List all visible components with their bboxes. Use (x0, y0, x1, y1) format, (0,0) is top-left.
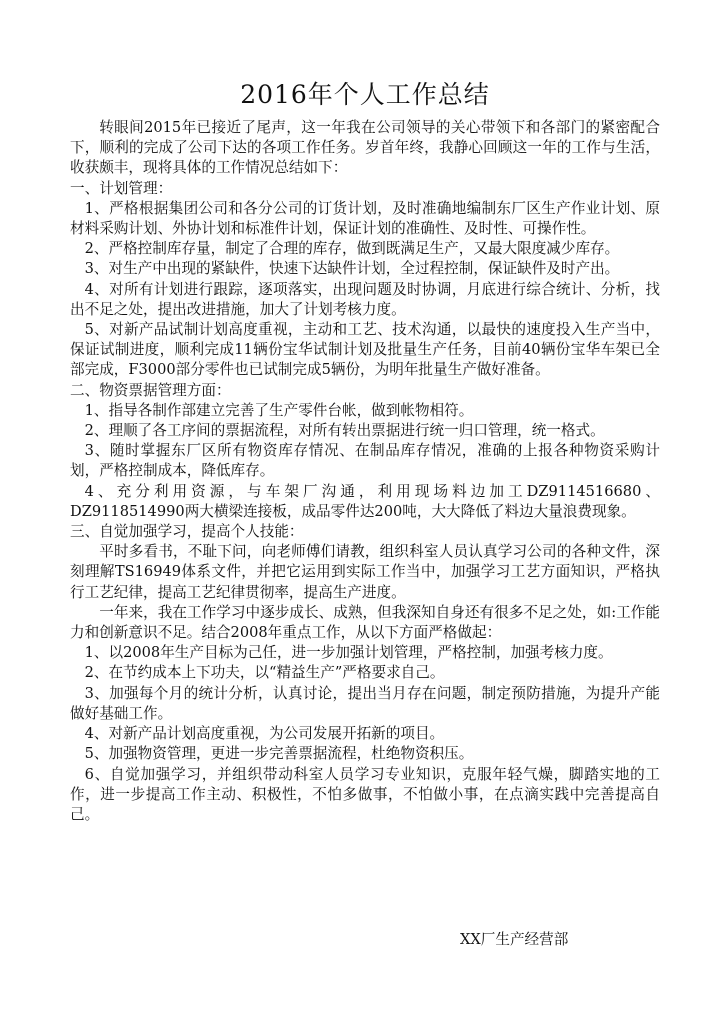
section2-item-4: 4、充分利用资源，与车架厂沟通，利用现场料边加工DZ9114516680、DZ9118514990两大横梁连接板，成品零件达200吨，大大降低了料边大量浪费现象。 (70, 482, 660, 520)
intro-paragraph: 转眼间2015年已接近了尾声，这一年我在公司领导的关心带领下和各部门的紧密配合下，顺利的完成了公司下达的各项工作任务。岁首年终，我静心回顾这一年的工作与生活，收获颇丰，现将具体的工作情况总结如下： (70, 119, 660, 177)
section1-item-3: 3、对生产中出现的紧缺件，快速下达缺件计划，全过程控制，保证缺件及时产出。 (84, 260, 620, 278)
section1-item-4: 4、对所有计划进行跟踪，逐项落实，出现问题及时协调，月底进行综合统计、分析，找出不足之处，提出改进措施，加大了计划考核力度。 (70, 280, 660, 318)
section2-item-2: 2、理顺了各工序间的票据流程，对所有转出票据进行统一归口管理，统一格式。 (84, 422, 605, 440)
section3-item-1: 1、以2008年生产目标为己任，进一步加强计划管理，严格控制，加强考核力度。 (84, 644, 613, 662)
section1-heading: 一、计划管理： (70, 179, 173, 197)
section3-item-5: 5、加强物资管理，更进一步完善票据流程，杜绝物资积压。 (84, 745, 474, 763)
section3-heading: 三、自觉加强学习，提高个人技能： (70, 523, 304, 541)
section2-item-3: 3、随时掌握东厂区所有物资库存情况、在制品库存情况，准确的上报各种物资采购计划，严格控制成本，降低库存。 (70, 442, 660, 480)
section3-item-2: 2、在节约成本上下功夫，以“精益生产”严格要求自己。 (84, 664, 445, 682)
section3-paragraph-2: 一年来，我在工作学习中逐步成长、成熟，但我深知自身还有很多不足之处，如:工作能力和创新意识不足。结合2008年重点工作，从以下方面严格做起： (70, 603, 660, 642)
signature: XX厂生产经营部 (460, 931, 569, 948)
section3-item-3: 3、加强每个月的统计分析，认真讨论，提出当月存在问题，制定预防措施，为提升产能做好基础工作。 (70, 684, 660, 722)
document-page (70, 78, 660, 825)
section1-item-2: 2、严格控制库存量，制定了合理的库存，做到既满足生产，又最大限度减少库存。 (84, 240, 620, 258)
section2-heading: 二、物资票据管理方面： (70, 381, 231, 399)
section2-item-1: 1、指导各制作部建立完善了生产零件台帐，做到帐物相符。 (84, 401, 474, 419)
section3-item-4: 4、对新产品计划高度重视，为公司发展开拓新的项目。 (84, 725, 445, 743)
document-title: 2016年个人工作总结 (240, 80, 490, 109)
section1-item-5: 5、对新产品试制计划高度重视，主动和工艺、技术沟通，以最快的速度投入生产当中，保证试制进度，顺利完成11辆份宝华试制计划及批量生产任务，目前40辆份宝华车架已全部完成，F3000部分零件也已试制完成5辆份，为明年批量生产做好准备。 (70, 321, 660, 379)
section1-item-1: 1、严格根据集团公司和各分公司的订货计划，及时准确地编制东厂区生产作业计划、原材料采购计划、外协计划和标准件计划，保证计划的准确性、及时性、可操作性。 (70, 199, 660, 238)
section3-paragraph-1: 平时多看书，不耻下问，向老师傅们请教，组织科室人员认真学习公司的各种文件，深刻理解TS16949体系文件，并把它运用到实际工作当中，加强学习工艺方面知识，严格执行工艺纪律，提高工艺纪律贯彻率，提高生产进度。 (70, 543, 660, 601)
section3-item-6: 6、自觉加强学习，并组织带动科室人员学习专业知识，克服年轻气燥，脚踏实地的工作，进一步提高工作主动、积极性，不怕多做事，不怕做小事，在点滴实践中完善提高自己。 (70, 765, 660, 823)
